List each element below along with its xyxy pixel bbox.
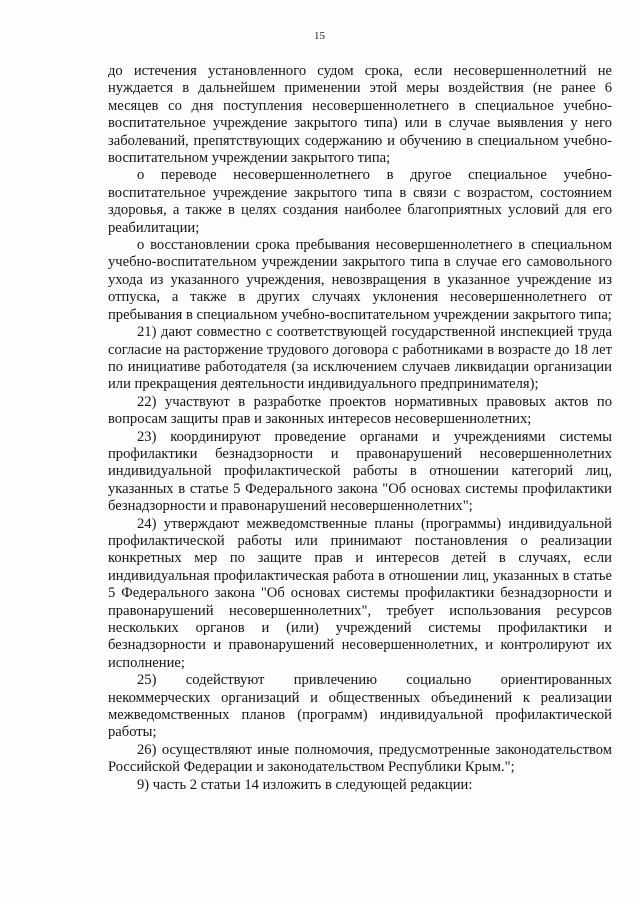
paragraph-item-22: 22) участвуют в разработке проектов нормативных правовых актов по вопросам защиты прав и законных интересов несовершеннолетних;	[108, 393, 612, 428]
paragraph-item-9: 9) часть 2 статьи 14 изложить в следующей редакции:	[137, 776, 473, 793]
paragraph-item-26: 26) осуществляют иные полномочия, предусмотренные законодательством Российской Федерации и законодательством Республики Крым.";	[108, 741, 612, 776]
page-number: 15	[314, 30, 325, 42]
paragraph-restoration: о восстановлении срока пребывания несовершеннолетнего в специальном учебно-воспитательном учреждении закрытого типа в случае его самовольного ухода из указанного учреждения, невозвращения в указанное учреждение из отпуска, а также в других случаях уклонения несовершеннолетнего от пребывания в специальном учебно-воспитательном учреждении закрытого типа;	[108, 237, 612, 323]
paragraph-continuation: до истечения установленного судом срока, если несовершеннолетний не нуждается в дальнейшем применении этой меры воздействия (не ранее 6 месяцев со дня поступления несовершеннолетнего в специальное учебно-воспитательное учреждение закрытого типа) или в случае выявления у него заболеваний, препятствующих содержанию и обучению в специальном учебно-воспитательном учреждении закрытого типа;	[108, 63, 612, 167]
paragraph-transfer: о переводе несовершеннолетнего в другое специальное учебно-воспитательное учреждение закрытого типа в связи с возрастом, состоянием здоровья, а также в целях создания наиболее благоприятных условий для его реабилитации;	[108, 167, 612, 236]
paragraph-item-24: 24) утверждают межведомственные планы (программы) индивидуальной профилактической работы или принимают постановления о реализации конкретных мер по защите прав и интересов детей в случаях, если индивидуальная профилактическая работа в отношении лиц, указанных в статье 5 Федерального закона "Об основах системы профилактики безнадзорности и правонарушений несовершеннолетних", требует использования ресурсов нескольких органов и (или) учреждений системы профилактики и безнадзорности и правонарушений несовершеннолетних, и контролируют их исполнение;	[108, 515, 612, 671]
paragraph-item-23: 23) координируют проведение органами и учреждениями системы профилактики безнадзорности и правонарушений несовершеннолетних индивидуальной профилактической работы в отношении категорий лиц, указанных в статье 5 Федерального закона "Об основах системы профилактики безнадзорности и правонарушений несовершеннолетних";	[108, 428, 612, 515]
paragraph-item-25: 25) содействуют привлечению социально ориентированных некоммерческих организаций и общественных объединений к реализации межведомственных планов (программ) индивидуальной профилактической работы;	[108, 672, 612, 741]
paragraph-item-21: 21) дают совместно с соответствующей государственной инспекцией труда согласие на расторжение трудового договора с работниками в возрасте до 18 лет по инициативе работодателя (за исключением случаев ликвидации организации или прекращения деятельности индивидуального предпринимателя);	[108, 324, 612, 393]
document-body	[108, 63, 612, 794]
